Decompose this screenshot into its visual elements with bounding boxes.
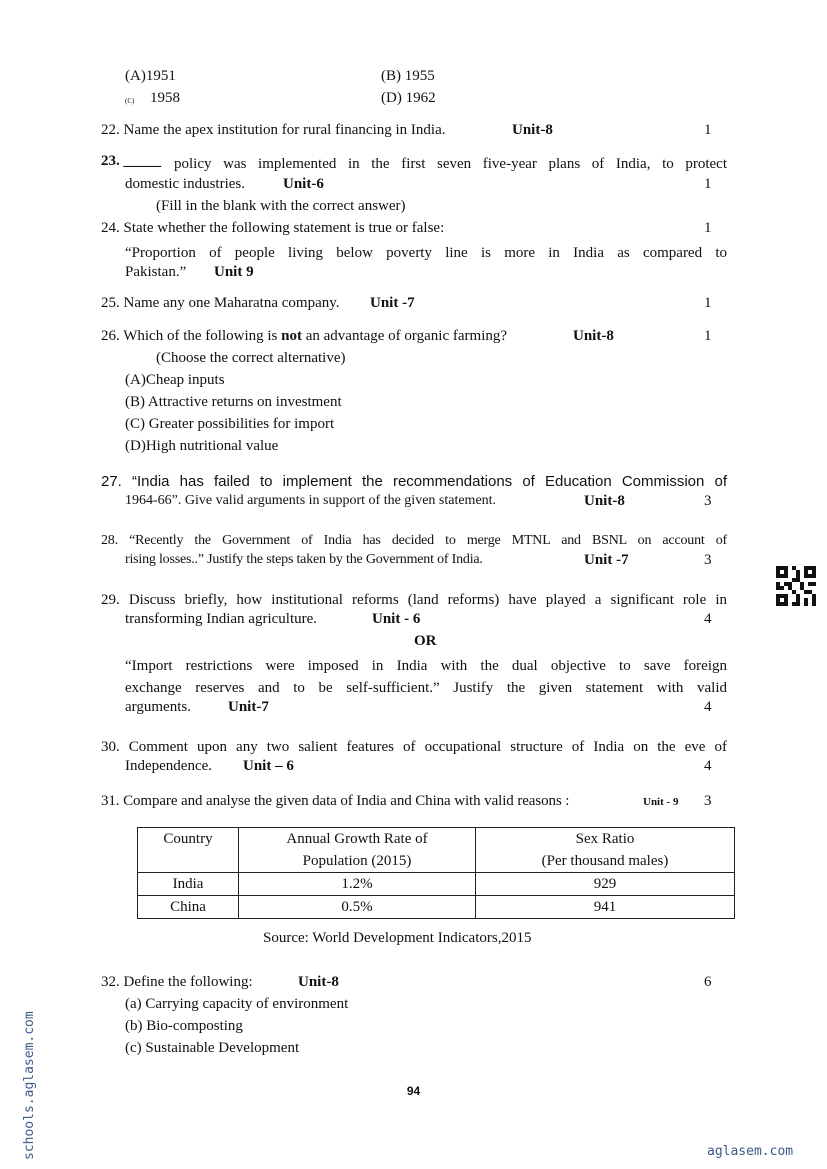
header-text: Population (2015) (302, 853, 412, 869)
table-source: Source: World Development Indicators,2015 (263, 930, 532, 946)
q26-option: (B) Attractive returns on investment (125, 394, 342, 410)
table-row (138, 873, 735, 896)
q26-option: (A)Cheap inputs (125, 372, 225, 388)
option-d: (D) 1962 (381, 90, 436, 106)
q23-blank: 23. _____ (101, 153, 161, 169)
q24-line2: Pakistan.” (125, 264, 187, 280)
q29-marks: 4 (704, 611, 712, 627)
table-header (476, 828, 735, 873)
q31-marks: 3 (704, 793, 712, 809)
q30-unit: Unit – 6 (243, 758, 294, 774)
q26-text-post: an advantage of organic farming? (301, 328, 508, 344)
q29-alt-line2: exchange reserves and to be self-sufficient.” Justify the given statement with valid (125, 680, 727, 696)
q30-marks: 4 (704, 758, 712, 774)
q26-marks: 1 (704, 328, 712, 344)
q25-unit: Unit -7 (370, 295, 415, 311)
q24-marks: 1 (704, 220, 712, 236)
q32-marks: 6 (704, 974, 712, 990)
table-cell: China (138, 896, 239, 919)
q31-text: 31. Compare and analyse the given data of India and China with valid reasons : (101, 793, 570, 809)
q31-unit: Unit - 9 (643, 796, 679, 808)
q26-text (101, 328, 507, 345)
q29-line2: transforming Indian agriculture. (125, 611, 318, 627)
q25-text: 25. Name any one Maharatna company. (101, 295, 340, 311)
data-table (137, 827, 735, 919)
option-b: (B) 1955 (381, 68, 435, 84)
q27-unit: Unit-8 (584, 493, 625, 509)
option-a: (A)1951 (125, 68, 176, 84)
q29-unit: Unit - 6 (372, 611, 421, 627)
table-cell: 929 (476, 873, 735, 896)
header-text: Sex Ratio (575, 831, 635, 847)
q25-marks: 1 (704, 295, 712, 311)
table-cell: India (138, 873, 239, 896)
q23-unit: Unit-6 (283, 176, 324, 192)
q24-unit: Unit 9 (214, 264, 254, 280)
q29-alt-marks: 4 (704, 699, 712, 715)
q23-marks: 1 (704, 176, 712, 192)
q32-item: (c) Sustainable Development (125, 1040, 300, 1056)
q27-line2: 1964-66”. Give valid arguments in support of the given statement. (125, 493, 497, 508)
page-number: 94 (406, 1084, 421, 1098)
header-text: Annual Growth Rate of (286, 831, 428, 847)
q29-alt-unit: Unit-7 (228, 699, 269, 715)
q26-text-pre: 26. Which of the following is (101, 328, 282, 344)
q24-line1: “Proportion of people living below poverty line is more in India as compared to (125, 245, 727, 261)
q30-line1: 30. Comment upon any two salient features of occupational structure of India on the eve of (101, 739, 727, 755)
q28-unit: Unit -7 (584, 552, 629, 568)
or-label: OR (414, 633, 437, 649)
q23-line1: policy was implemented in the first seven five-year plans of India, to protect (174, 156, 727, 172)
table-header (239, 828, 476, 873)
table-row (138, 896, 735, 919)
watermark-side: schools.aglasem.com (22, 1011, 37, 1160)
q22-text: 22. Name the apex institution for rural financing in India. (101, 122, 446, 138)
q26-unit: Unit-8 (573, 328, 614, 344)
q23-line2: domestic industries. (125, 176, 245, 192)
table-header-row (138, 828, 735, 873)
table-header (138, 828, 239, 873)
q32-item: (a) Carrying capacity of environment (125, 996, 349, 1012)
q27-line1: 27. “India has failed to implement the recommendations of Education Commission of (101, 473, 727, 490)
q32-unit: Unit-8 (298, 974, 339, 990)
q28-line1: 28. “Recently the Government of India has decided to merge MTNL and BSNL on account of (101, 533, 727, 548)
q27-marks: 3 (704, 493, 712, 509)
qr-code-icon[interactable] (776, 566, 816, 606)
q24-text: 24. State whether the following statement is true or false: (101, 220, 445, 236)
q22-marks: 1 (704, 122, 712, 138)
q28-marks: 3 (704, 552, 712, 568)
q29-line1: 29. Discuss briefly, how institutional reforms (land reforms) have played a significant role in (101, 592, 727, 608)
option-c-letter: (C) (125, 97, 135, 105)
q32-item: (b) Bio-composting (125, 1018, 243, 1034)
table-cell: 0.5% (239, 896, 476, 919)
q29-alt-line1: “Import restrictions were imposed in India with the dual objective to save foreign (125, 658, 727, 674)
q30-line2: Independence. (125, 758, 213, 774)
q26-note: (Choose the correct alternative) (156, 350, 346, 366)
q26-text-bold: not (281, 328, 302, 344)
q28-line2: rising losses..” Justify the steps taken by the Government of India. (125, 552, 483, 567)
table-cell: 941 (476, 896, 735, 919)
q23-note: (Fill in the blank with the correct answer) (156, 198, 406, 214)
q26-option: (D)High nutritional value (125, 438, 279, 454)
header-text: (Per thousand males) (541, 853, 669, 869)
watermark-bottom: aglasem.com (707, 1144, 794, 1159)
q29-alt-line3: arguments. (125, 699, 191, 715)
header-text: Country (163, 831, 213, 847)
option-c: 1958 (150, 90, 180, 106)
q22-unit: Unit-8 (512, 122, 553, 138)
q26-option: (C) Greater possibilities for import (125, 416, 335, 432)
table-cell: 1.2% (239, 873, 476, 896)
q32-text: 32. Define the following: (101, 974, 253, 990)
